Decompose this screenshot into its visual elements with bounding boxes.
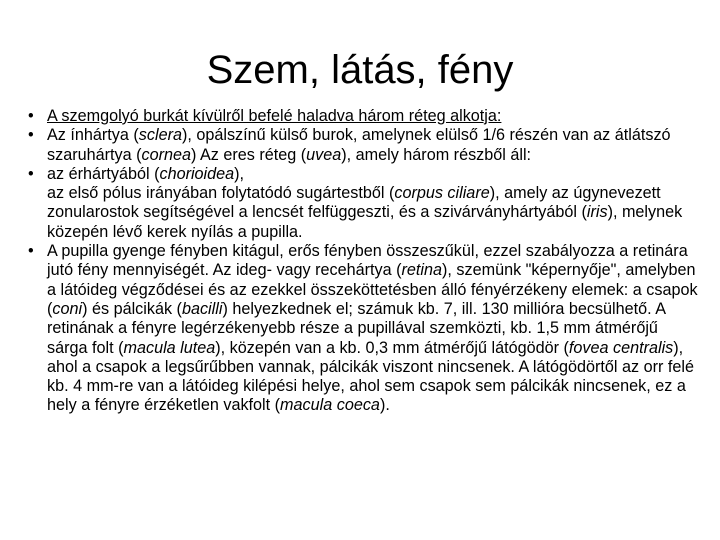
text-run: ), amely három részből áll: (341, 145, 532, 164)
text-run: Az ínhártya ( (47, 126, 139, 145)
text-run: A pupilla gyenge fényben kitágul, erős fényben összeszűkül, ezzel szabályozza a retinára jutó fény mennyiségét. Az ideg- vagy recehártya ( (47, 242, 688, 280)
text-run: az érhártyából ( (47, 164, 160, 183)
text-run: ) helyezkednek el; számuk kb. 7, ill. 130 millióra becsülhető. A retinának a fényre legérzékenyebb része a pupillával szemközti, kb. 1,5 mm átmérőjű sárga folt ( (47, 299, 666, 357)
italic-term: corpus ciliare (394, 184, 490, 203)
italic-term: bacilli (181, 299, 223, 318)
italic-term: chorioidea (159, 164, 235, 183)
text-run: ), ahol a csapok a legsűrűbben vannak, pálcikák viszont nincsenek. A látógödörtől az orr felé kb. 4 mm-re van a látóideg kilépési helye, ahol sem csapok sem pálcikák nincsenek, ez a hely a fényre érzéketlen vakfolt ( (47, 338, 695, 415)
bullet-list (22, 107, 702, 416)
italic-term: sclera (138, 126, 182, 145)
italic-term: macula lutea (123, 338, 216, 357)
bullet-marker: • (28, 242, 34, 261)
text-run: ), (234, 164, 245, 183)
text-run: ), melynek közepén lévő kerek nyílás a pupilla. (47, 203, 683, 241)
text-run: ) Az eres réteg ( (190, 145, 307, 164)
bullet-marker: • (28, 164, 34, 183)
text-run: az első pólus irányában folytatódó sugártestből ( (47, 184, 395, 203)
italic-term: retina (401, 261, 443, 280)
bullet-marker: • (28, 107, 34, 125)
bullet-marker: • (28, 126, 34, 145)
bullet-text (47, 165, 682, 241)
bullet-text (47, 107, 501, 125)
bullet-text (47, 126, 671, 163)
italic-term: iris (586, 203, 608, 222)
bullet-item (22, 165, 702, 242)
bullet-item (22, 107, 702, 126)
italic-term: coni (52, 299, 83, 318)
bullet-item (22, 242, 702, 416)
italic-term: cornea (141, 145, 191, 164)
text-run: ), amely az úgynevezett zonularostok segítségével a lencsét felfüggeszti, és a szivárványhártyából ( (47, 184, 661, 222)
bullet-item (22, 126, 702, 165)
italic-term: uvea (306, 145, 342, 164)
italic-term: macula coeca (280, 396, 380, 415)
text-run: ). (379, 396, 390, 415)
slide-title: Szem, látás, fény (206, 48, 514, 92)
italic-term: fovea centralis (568, 338, 674, 357)
text-run: ) és pálcikák ( (82, 299, 182, 318)
text-run: ), opálszínű külső burok, amelynek elülső 1/6 részén van az átlátszó szaruhártya ( (47, 126, 671, 164)
text-run: ), szemünk "képernyője", amelyben a látóideg végződései és az ezekkel összeköttetésben álló fényérzékeny elemek: a csapok ( (47, 261, 698, 318)
bullet-text (47, 242, 698, 414)
text-run: ), közepén van a kb. 0,3 mm átmérőjű látógödör ( (215, 338, 569, 357)
text-run: A szemgolyó burkát kívülről befelé haladva három réteg alkotja: (47, 107, 502, 125)
